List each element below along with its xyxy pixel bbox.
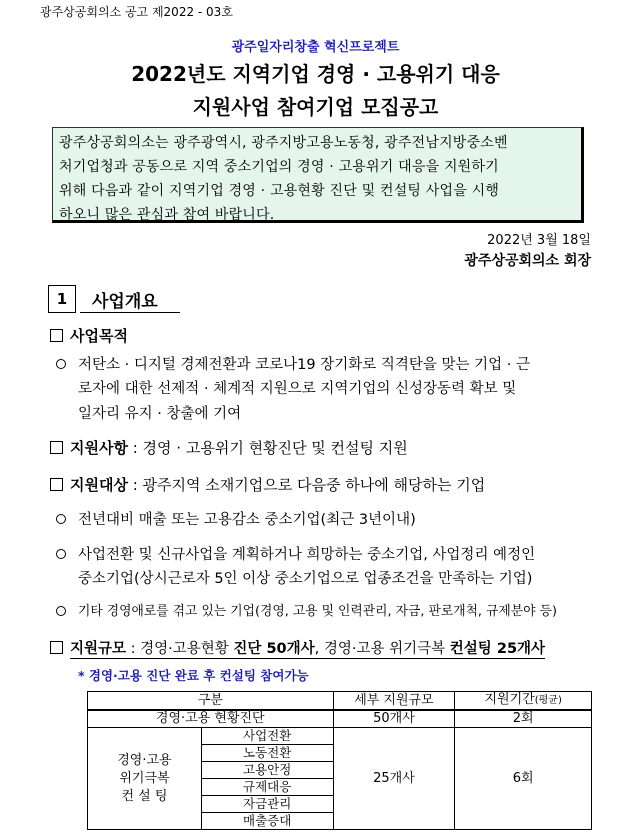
row2-scale: 25개사 [333,728,455,830]
table-row [88,710,592,728]
sub-item: 매출증대 [201,813,333,830]
row2-category [88,728,202,830]
circle-bullet-icon [56,514,66,524]
project-subtitle: 광주일자리창출 혁신프로젝트 [231,40,400,55]
support-detail: : 경영 · 고용위기 현황진단 및 컨설팅 지원 [127,439,408,457]
intro-line: 광주상공회의소는 광주광역시, 광주지방고용노동청, 광주전남지방중소벤 [59,135,508,151]
support-heading-row [70,437,408,458]
table-header-row [88,692,592,711]
header-period-label: 지원기간 [484,692,535,707]
checkbox-square-icon [50,329,63,342]
support-heading: 지원사항 [70,439,128,457]
purpose-heading: 사업목적 [70,327,128,345]
target-heading: 지원대상 [70,476,128,494]
title-line-2: 지원사업 참여기업 모집공고 [192,95,439,119]
support-scale-table [87,691,592,830]
scale-part1: : 경영·고용현황 [126,641,234,657]
checkbox-square-icon [50,478,63,491]
scale-note: * 경영·고용 진단 완료 후 컨설팅 참여가능 [78,668,309,683]
row1-period: 2회 [455,710,592,728]
header-period-note: (평균) [534,695,562,706]
section-number: 1 [48,285,76,313]
scale-heading: 지원규모 [70,641,127,657]
scale-part2: 진단 50개사 [233,641,315,657]
target-item-line: 전년대비 매출 또는 고용감소 중소기업(최근 3년이내) [78,512,416,528]
intro-line: 위해 다음과 같이 지역기업 경영 · 고용현황 진단 및 컨설팅 사업을 시행 [59,183,500,199]
purpose-line: 저탄소 · 디지털 경제전환과 코로나19 장기화로 직격탄을 맞는 기업 · 근 [78,357,530,373]
signer: 광주상공회의소 회장 [464,253,591,269]
sub-item: 고용안정 [201,762,333,779]
checkbox-square-icon [50,441,63,454]
scale-heading-row [70,637,545,659]
row2-category-line: 컨 설 팅 [121,788,168,804]
target-item-line: 사업전환 및 신규사업을 계획하거나 희망하는 중소기업, 사업정리 예정인 [78,547,536,563]
sub-item: 사업전환 [201,728,333,745]
row2-period: 6회 [455,728,592,830]
section-underline [80,312,180,313]
purpose-line: 로자에 대한 선제적 · 체계적 지원으로 지역기업의 신성장동력 확보 및 [78,381,517,397]
circle-bullet-icon [56,359,66,369]
target-detail: : 광주지역 소재기업으로 다음중 하나에 해당하는 기업 [127,476,486,494]
row2-category-line: 위기극복 [119,770,170,786]
title-line-1: 2022년도 지역기업 경영 · 고용위기 대응 [131,62,500,86]
circle-bullet-icon [56,606,66,616]
purpose-line: 일자리 유지 · 창출에 기여 [78,406,242,422]
header-period [455,692,592,711]
section-title: 사업개요 [92,292,158,312]
table-row [88,728,592,745]
target-heading-row [70,474,485,495]
intro-line: 하오니 많은 관심과 참여 바랍니다. [59,207,275,223]
target-item-line: 기타 경영애로를 겪고 있는 기업(경영, 고용 및 인력관리, 자금, 판로개척, 규제분야 등) [78,604,557,619]
row1-category: 경영·고용 현황진단 [88,710,334,728]
circle-bullet-icon [56,549,66,559]
sub-item: 노동전환 [201,745,333,762]
target-item-line: 중소기업(상시근로자 5인 이상 중소기업으로 업종조건을 만족하는 기업) [78,571,533,587]
header-category: 구분 [88,692,334,711]
sub-item: 규제대응 [201,779,333,796]
checkbox-square-icon [50,641,63,654]
intro-line: 처기업청과 공동으로 지역 중소기업의 경영 · 고용위기 대응을 지원하기 [59,159,499,175]
row1-scale: 50개사 [333,710,455,728]
row2-category-line: 경영·고용 [117,752,172,768]
notice-number: 광주상공회의소 공고 제2022 - 03호 [40,5,233,19]
intro-box [52,127,584,223]
scale-part3: , 경영·고용 위기극복 [314,641,450,657]
notice-date: 2022년 3월 18일 [487,233,591,248]
header-scale: 세부 지원규모 [333,692,455,711]
sub-item: 자금관리 [201,796,333,813]
scale-part4: 컨설팅 25개사 [449,641,546,657]
